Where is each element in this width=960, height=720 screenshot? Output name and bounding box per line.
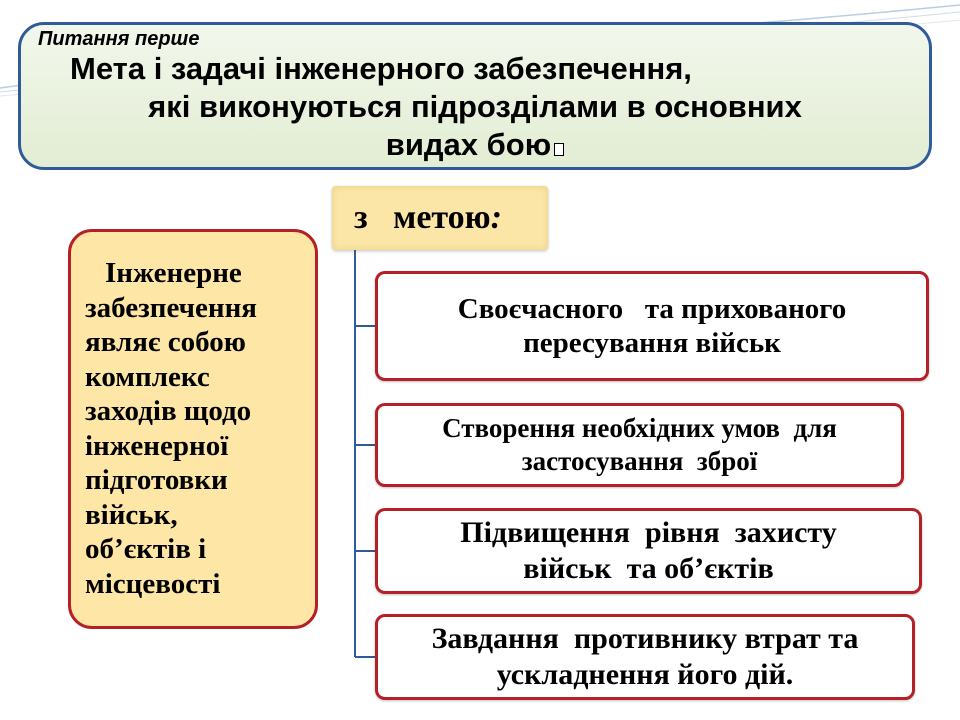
definition-line: об’єктів і <box>85 533 207 565</box>
goal-item-line: Підвищення рівня захисту <box>460 516 837 549</box>
goal-item-line: Створення необхідних умов для <box>442 413 837 443</box>
definition-line: військ, <box>85 498 178 531</box>
definition-line: комплекс <box>85 360 210 393</box>
goal-item <box>375 403 904 487</box>
definition-line: являє собою <box>85 326 246 358</box>
goal-header-text: з метою <box>354 199 491 236</box>
definition-line: підготовки <box>85 464 228 496</box>
title-line-3 <box>60 126 890 164</box>
title-line-2: які виконуються підрозділами в основних <box>148 89 802 124</box>
goal-item-line: військ та об’єктів <box>523 552 774 585</box>
page-title <box>60 50 890 164</box>
definition-line: інженерної <box>85 429 229 462</box>
definition-line: Інженерне <box>105 257 242 289</box>
goal-header-colon: : <box>490 199 502 236</box>
goal-item-line: застосування зброї <box>521 446 758 476</box>
goal-item <box>375 508 922 594</box>
placeholder-mark <box>554 143 564 156</box>
goal-item <box>375 271 929 381</box>
title-line-1: Мета і задачі інженерного забезпечення, <box>70 51 692 86</box>
section-label: Питання перше <box>38 28 200 50</box>
definition-box <box>68 229 318 629</box>
title-line-3-text: видах бою <box>385 127 552 162</box>
goal-item <box>375 614 915 700</box>
goal-item-line: Завдання противнику втрат та <box>431 622 859 655</box>
goal-header-box <box>332 186 548 250</box>
goal-item-line: пересування військ <box>523 327 781 359</box>
definition-line: заходів щодо <box>85 395 252 427</box>
definition-line: місцевості <box>85 567 221 600</box>
goal-item-line: Своєчасного та прихованого <box>457 293 847 325</box>
definition-line: забезпечення <box>85 291 257 324</box>
goal-item-line: ускладнення його дій. <box>496 658 794 691</box>
